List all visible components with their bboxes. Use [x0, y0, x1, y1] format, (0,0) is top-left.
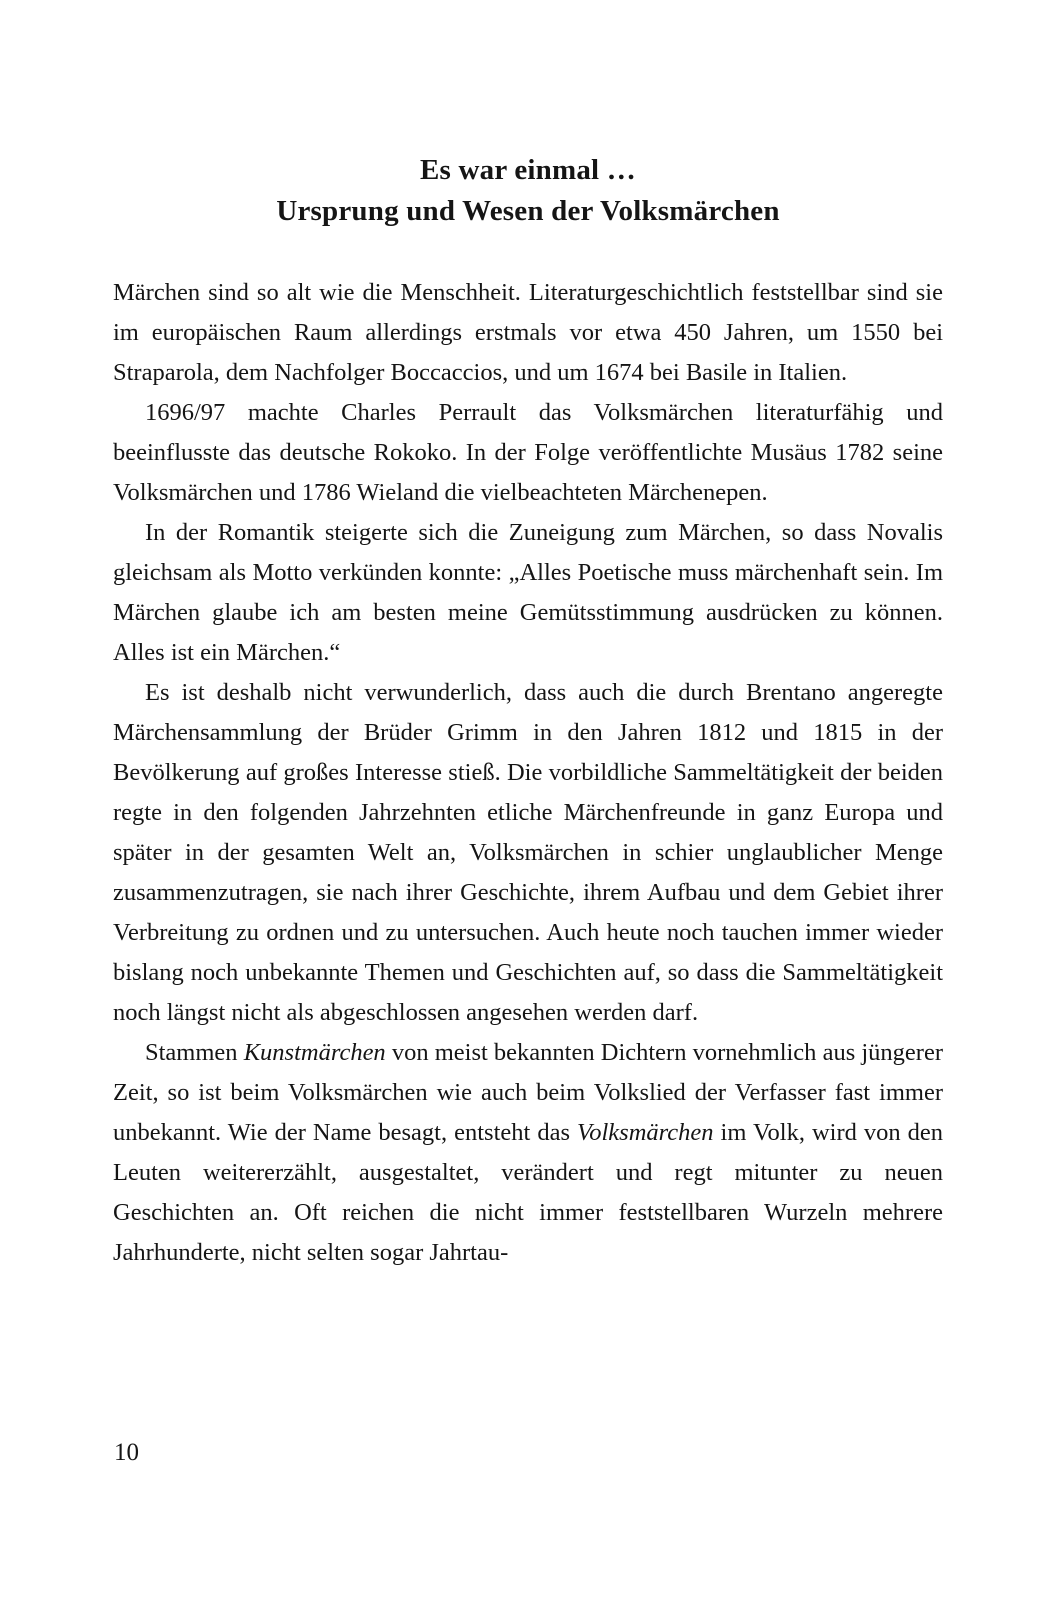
paragraph-3: In der Romantik steigerte sich die Zuneigung zum Märchen, so dass Novalis gleichsam als Motto verkünden konnte: „Alles Poetische muss märchenhaft sein. Im Märchen glaube ich am besten meine Gemütsstimmung ausdrücken zu können. Alles ist ein Märchen.“ [113, 519, 943, 666]
chapter-title-line-1: Es war einmal … [420, 154, 636, 186]
paragraph-4: Es ist deshalb nicht verwunderlich, dass auch die durch Brentano angeregte Märchensammlung der Brüder Grimm in den Jahren 1812 und 1815 in der Bevölkerung auf großes Interesse stieß. Die vorbildliche Sammeltätigkeit der beiden regte in den folgenden Jahrzehnten etliche Märchenfreunde in ganz Europa und später in der gesamten Welt an, Volksmärchen in schier unglaublicher Menge zusammenzutragen, sie nach ihrer Geschichte, ihrem Aufbau und dem Gebiet ihrer Verbreitung zu ordnen und zu untersuchen. Auch heute noch tauchen immer wieder bislang noch unbekannte Themen und Geschichten auf, so dass die Sammeltätigkeit noch längst nicht als abgeschlossen angesehen werden darf. [113, 679, 943, 1026]
page-number: 10 [114, 1439, 139, 1466]
paragraph-2: 1696/97 machte Charles Perrault das Volksmärchen literaturfähig und beeinflusste das deutsche Rokoko. In der Folge veröffentlichte Musäus 1782 seine Volksmärchen und 1786 Wieland die vielbeachteten Märchenepen. [113, 399, 943, 506]
chapter-heading [113, 150, 943, 232]
paragraph-5: Stammen Kunstmärchen von meist bekannten Dichtern vornehmlich aus jüngerer Zeit, so ist beim Volksmärchen wie auch beim Volkslied der Verfasser fast immer unbekannt. Wie der Name besagt, entsteht das Volksmärchen im Volk, wird von den Leuten weitererzählt, ausgestaltet, verändert und regt mitunter zu neuen Geschichten an. Oft reichen die nicht immer feststellbaren Wurzeln mehrere Jahrhunderte, nicht selten sogar Jahrtau- [113, 1039, 944, 1266]
body-text [113, 273, 943, 1273]
chapter-title-line-2: Ursprung und Wesen der Volksmärchen [276, 195, 780, 227]
paragraph-1: Märchen sind so alt wie die Menschheit. Literaturgeschichtlich feststellbar sind sie im europäischen Raum allerdings erstmals vor etwa 450 Jahren, um 1550 bei Straparola, dem Nachfolger Boccaccios, und um 1674 bei Basile in Italien. [113, 279, 943, 386]
